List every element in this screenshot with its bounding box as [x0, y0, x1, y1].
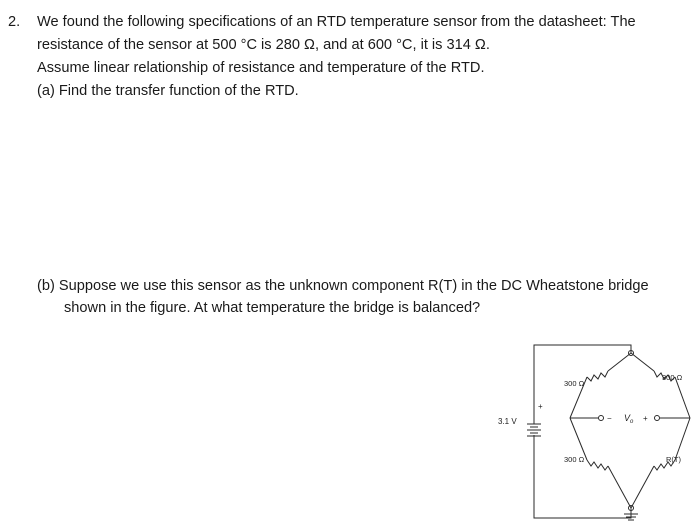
resistor-top-right — [631, 353, 690, 418]
rtd-resistor-bottom-right — [631, 418, 690, 508]
part-b-question-line-1: (b) Suppose we use this sensor as the unknown component R(T) in the DC Wheatstone bridge — [37, 278, 649, 294]
label-r-top-left: 300 Ω — [564, 379, 585, 388]
label-r-top-right: 300 Ω — [662, 373, 683, 382]
problem-intro-line-3: Assume linear relationship of resistance and temperature of the RTD. — [37, 60, 485, 76]
output-voltage-label: $V_o$ — [624, 413, 634, 425]
output-plus-sign: + — [643, 414, 648, 423]
output-terminal-plus — [655, 416, 660, 421]
problem-number: 2. — [8, 14, 21, 30]
source-voltage-label: 3.1 V — [498, 417, 517, 426]
part-b-question-line-2: shown in the figure. At what temperature the bridge is balanced? — [64, 300, 481, 316]
problem-intro-line-2: resistance of the sensor at 500 °C is 280 Ω, and at 600 °C, it is 314 Ω. — [37, 37, 490, 53]
label-r-bottom-left: 300 Ω — [564, 455, 585, 464]
output-terminal-minus — [599, 416, 604, 421]
battery-symbol — [527, 424, 541, 436]
source-wire-bottom — [534, 435, 631, 518]
problem-intro-line-1: We found the following specifications of an RTD temperature sensor from the datasheet: The — [37, 14, 636, 30]
output-minus-sign: − — [607, 414, 612, 423]
label-r-bottom-right: R(T) — [666, 455, 681, 464]
part-a-question: (a) Find the transfer function of the RTD. — [37, 83, 299, 99]
wheatstone-bridge-diagram — [480, 338, 698, 523]
battery-plus-sign: + — [538, 402, 543, 411]
